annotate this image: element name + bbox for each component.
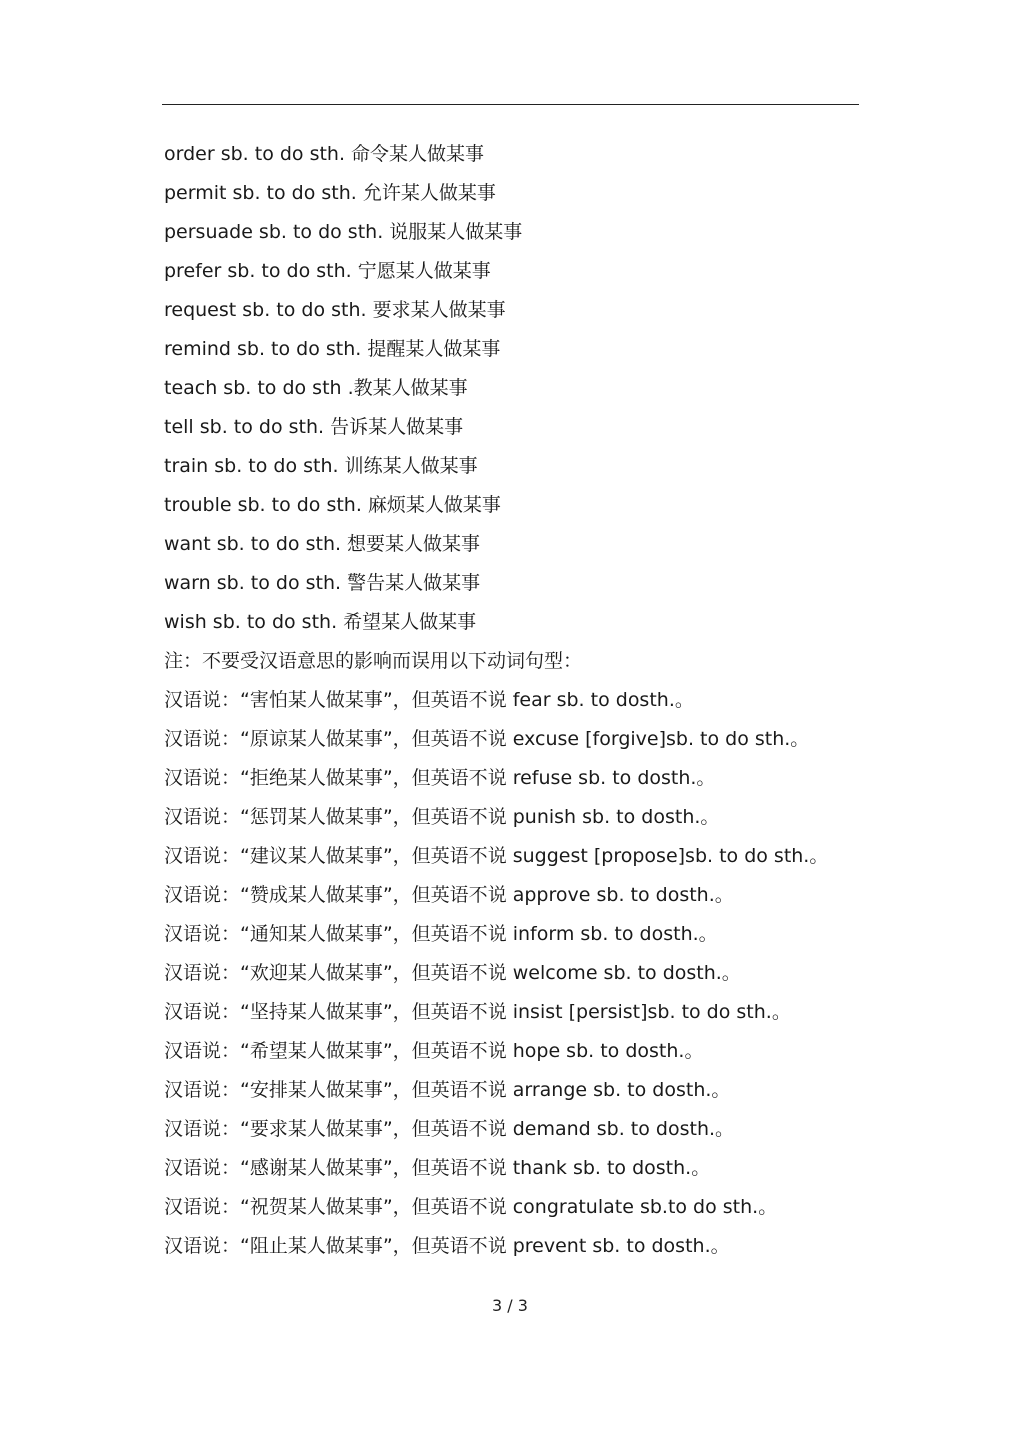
text-line: warn sb. to do sth. 警告某人做某事 <box>164 572 481 594</box>
text-line: 汉语说：“害怕某人做某事”，但英语不说 fear sb. to dosth.。 <box>164 689 694 711</box>
text-line: 汉语说：“安排某人做某事”，但英语不说 arrange sb. to dosth.。 <box>164 1079 731 1101</box>
text-line: 汉语说：“感谢某人做某事”，但英语不说 thank sb. to dosth.。 <box>164 1157 711 1179</box>
text-line: 汉语说：“赞成某人做某事”，但英语不说 approve sb. to dosth.。 <box>164 884 734 906</box>
text-line: 汉语说：“建议某人做某事”，但英语不说 suggest [propose]sb. to do sth.。 <box>164 845 829 867</box>
text-line: 汉语说：“惩罚某人做某事”，但英语不说 punish sb. to dosth.。 <box>164 806 720 828</box>
text-line: 汉语说：“要求某人做某事”，但英语不说 demand sb. to dosth.。 <box>164 1118 735 1140</box>
text-line: remind sb. to do sth. 提醒某人做某事 <box>164 338 501 360</box>
text-line: permit sb. to do sth. 允许某人做某事 <box>164 182 496 204</box>
text-line: 汉语说：“坚持某人做某事”，但英语不说 insist [persist]sb. to do sth.。 <box>164 1001 791 1023</box>
text-line: wish sb. to do sth. 希望某人做某事 <box>164 611 477 633</box>
text-line: persuade sb. to do sth. 说服某人做某事 <box>164 221 523 243</box>
text-line: 汉语说：“通知某人做某事”，但英语不说 inform sb. to dosth.。 <box>164 923 718 945</box>
text-line: 汉语说：“欢迎某人做某事”，但英语不说 welcome sb. to dosth.。 <box>164 962 741 984</box>
note-heading: 注：不要受汉语意思的影响而误用以下动词句型： <box>164 650 583 672</box>
text-line: 汉语说：“原谅某人做某事”，但英语不说 excuse [forgive]sb. to do sth.。 <box>164 728 810 750</box>
text-line: request sb. to do sth. 要求某人做某事 <box>164 299 506 321</box>
text-line: want sb. to do sth. 想要某人做某事 <box>164 533 481 555</box>
document-body <box>164 135 854 1266</box>
text-line: teach sb. to do sth .教某人做某事 <box>164 377 468 399</box>
header-rule <box>162 104 859 105</box>
text-line: prefer sb. to do sth. 宁愿某人做某事 <box>164 260 491 282</box>
page-number: 3 / 3 <box>492 1296 528 1315</box>
text-line: order sb. to do sth. 命令某人做某事 <box>164 143 485 165</box>
text-line: train sb. to do sth. 训练某人做某事 <box>164 455 478 477</box>
text-line: 汉语说：“阻止某人做某事”，但英语不说 prevent sb. to dosth.。 <box>164 1235 730 1257</box>
text-line: trouble sb. to do sth. 麻烦某人做某事 <box>164 494 501 516</box>
text-line: 汉语说：“拒绝某人做某事”，但英语不说 refuse sb. to dosth.。 <box>164 767 716 789</box>
text-line: tell sb. to do sth. 告诉某人做某事 <box>164 416 464 438</box>
text-line: 汉语说：“希望某人做某事”，但英语不说 hope sb. to dosth.。 <box>164 1040 704 1062</box>
text-line: 汉语说：“祝贺某人做某事”，但英语不说 congratulate sb.to do sth.。 <box>164 1196 778 1218</box>
